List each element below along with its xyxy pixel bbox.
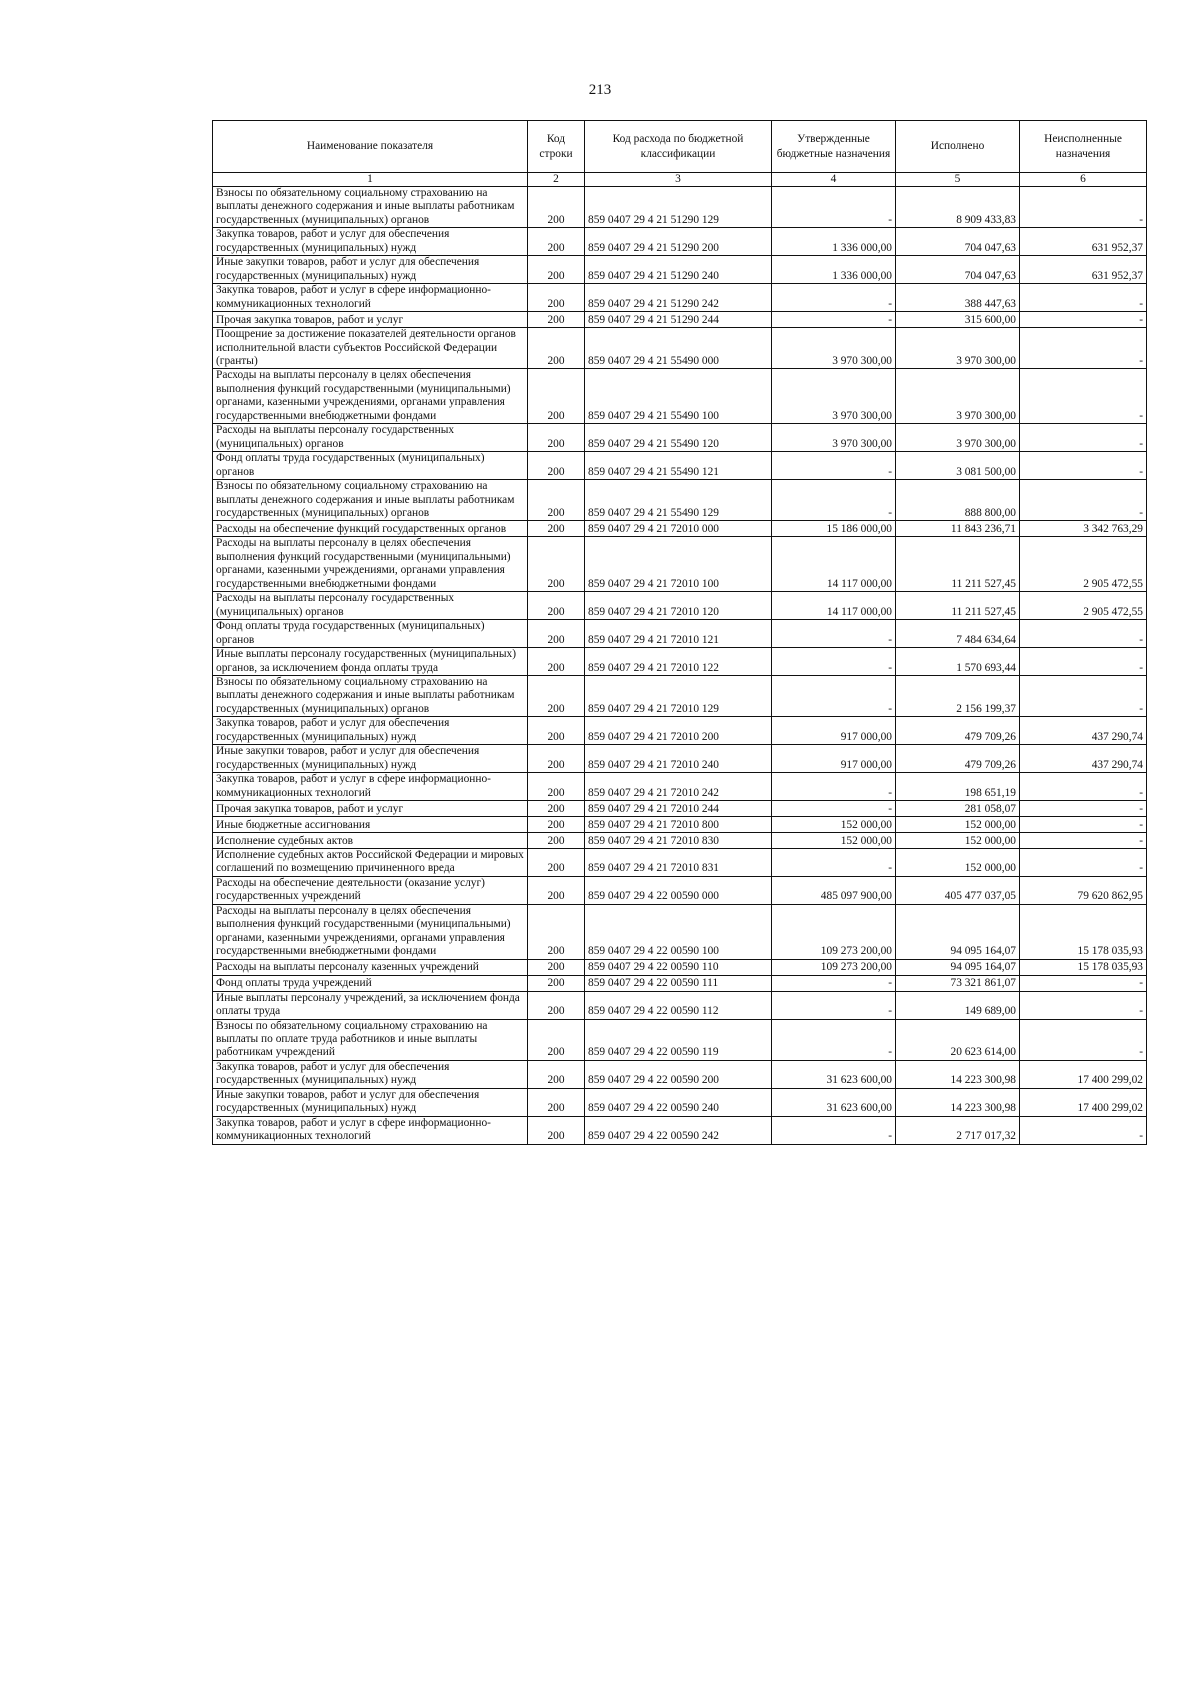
row-line-code-cell: 200 (528, 521, 585, 537)
row-executed-cell: 11 843 236,71 (896, 521, 1020, 537)
row-unexecuted-cell: 2 905 472,55 (1020, 592, 1147, 620)
row-unexecuted-cell: - (1020, 480, 1147, 521)
table-row (213, 452, 1147, 480)
row-name-cell: Расходы на выплаты персоналу казенных учреждений (213, 959, 528, 975)
column-number: 6 (1020, 173, 1147, 187)
row-budget-code-cell: 859 0407 29 4 21 72010 242 (585, 773, 772, 801)
row-executed-cell: 7 484 634,64 (896, 620, 1020, 648)
table-row (213, 773, 1147, 801)
row-approved-cell: - (772, 1019, 896, 1060)
table-row (213, 991, 1147, 1019)
row-budget-code-cell: 859 0407 29 4 21 72010 244 (585, 801, 772, 817)
row-unexecuted-cell: - (1020, 284, 1147, 312)
row-budget-code-cell: 859 0407 29 4 22 00590 242 (585, 1116, 772, 1144)
row-name-cell: Взносы по обязательному социальному страхованию на выплаты денежного содержания и иные выплаты работникам государственных (муниципальных) органов (213, 480, 528, 521)
row-executed-cell: 14 223 300,98 (896, 1060, 1020, 1088)
row-executed-cell: 20 623 614,00 (896, 1019, 1020, 1060)
row-executed-cell: 704 047,63 (896, 228, 1020, 256)
row-executed-cell: 3 970 300,00 (896, 369, 1020, 424)
row-approved-cell: 152 000,00 (772, 817, 896, 833)
row-approved-cell: 3 970 300,00 (772, 424, 896, 452)
row-approved-cell: - (772, 620, 896, 648)
row-name-cell: Закупка товаров, работ и услуг для обеспечения государственных (муниципальных) нужд (213, 228, 528, 256)
row-name-cell: Закупка товаров, работ и услуг для обеспечения государственных (муниципальных) нужд (213, 717, 528, 745)
row-line-code-cell: 200 (528, 480, 585, 521)
row-unexecuted-cell: - (1020, 849, 1147, 877)
table-row (213, 284, 1147, 312)
row-approved-cell: 485 097 900,00 (772, 876, 896, 904)
row-line-code-cell: 200 (528, 452, 585, 480)
table-row (213, 187, 1147, 228)
row-approved-cell: - (772, 312, 896, 328)
row-unexecuted-cell: 17 400 299,02 (1020, 1088, 1147, 1116)
row-unexecuted-cell: 437 290,74 (1020, 717, 1147, 745)
row-approved-cell: 1 336 000,00 (772, 256, 896, 284)
row-executed-cell: 149 689,00 (896, 991, 1020, 1019)
row-approved-cell: 1 336 000,00 (772, 228, 896, 256)
row-approved-cell: - (772, 801, 896, 817)
row-budget-code-cell: 859 0407 29 4 21 55490 129 (585, 480, 772, 521)
row-budget-code-cell: 859 0407 29 4 21 51290 242 (585, 284, 772, 312)
row-line-code-cell: 200 (528, 849, 585, 877)
table-row (213, 959, 1147, 975)
table-row (213, 480, 1147, 521)
row-approved-cell: 31 623 600,00 (772, 1088, 896, 1116)
row-budget-code-cell: 859 0407 29 4 21 72010 240 (585, 745, 772, 773)
column-header-approved: Утвержденные бюджетные назначения (772, 121, 896, 173)
row-name-cell: Закупка товаров, работ и услуг для обеспечения государственных (муниципальных) нужд (213, 1060, 528, 1088)
row-budget-code-cell: 859 0407 29 4 21 51290 200 (585, 228, 772, 256)
row-unexecuted-cell: - (1020, 817, 1147, 833)
table-row (213, 369, 1147, 424)
row-name-cell: Закупка товаров, работ и услуг в сфере информационно-коммуникационных технологий (213, 284, 528, 312)
row-line-code-cell: 200 (528, 876, 585, 904)
row-approved-cell: 31 623 600,00 (772, 1060, 896, 1088)
row-approved-cell: 3 970 300,00 (772, 328, 896, 369)
column-header-unexecuted: Неисполненные назначения (1020, 121, 1147, 173)
row-executed-cell: 405 477 037,05 (896, 876, 1020, 904)
row-approved-cell: - (772, 648, 896, 676)
row-budget-code-cell: 859 0407 29 4 22 00590 200 (585, 1060, 772, 1088)
row-line-code-cell: 200 (528, 369, 585, 424)
row-budget-code-cell: 859 0407 29 4 21 51290 244 (585, 312, 772, 328)
row-executed-cell: 198 651,19 (896, 773, 1020, 801)
row-line-code-cell: 200 (528, 228, 585, 256)
row-line-code-cell: 200 (528, 975, 585, 991)
row-budget-code-cell: 859 0407 29 4 22 00590 000 (585, 876, 772, 904)
column-number: 2 (528, 173, 585, 187)
row-line-code-cell: 200 (528, 833, 585, 849)
row-executed-cell: 8 909 433,83 (896, 187, 1020, 228)
row-budget-code-cell: 859 0407 29 4 22 00590 119 (585, 1019, 772, 1060)
row-line-code-cell: 200 (528, 773, 585, 801)
row-approved-cell: 15 186 000,00 (772, 521, 896, 537)
row-executed-cell: 479 709,26 (896, 717, 1020, 745)
row-unexecuted-cell: - (1020, 369, 1147, 424)
row-unexecuted-cell: - (1020, 452, 1147, 480)
row-approved-cell: - (772, 849, 896, 877)
row-approved-cell: - (772, 1116, 896, 1144)
table-row (213, 648, 1147, 676)
row-name-cell: Взносы по обязательному социальному страхованию на выплаты денежного содержания и иные выплаты работникам государственных (муниципальных) органов (213, 675, 528, 716)
row-name-cell: Прочая закупка товаров, работ и услуг (213, 801, 528, 817)
table-row (213, 424, 1147, 452)
row-line-code-cell: 200 (528, 424, 585, 452)
table-row (213, 1116, 1147, 1144)
row-name-cell: Поощрение за достижение показателей деятельности органов исполнительной власти субъектов Российской Федерации (гранты) (213, 328, 528, 369)
row-unexecuted-cell: 437 290,74 (1020, 745, 1147, 773)
table-row (213, 717, 1147, 745)
row-name-cell: Иные выплаты персоналу государственных (муниципальных) органов, за исключением фонда оплаты труда (213, 648, 528, 676)
row-unexecuted-cell: 79 620 862,95 (1020, 876, 1147, 904)
row-unexecuted-cell: 17 400 299,02 (1020, 1060, 1147, 1088)
row-line-code-cell: 200 (528, 620, 585, 648)
row-budget-code-cell: 859 0407 29 4 21 72010 120 (585, 592, 772, 620)
table-row (213, 745, 1147, 773)
row-line-code-cell: 200 (528, 187, 585, 228)
table-row (213, 537, 1147, 592)
table-row (213, 312, 1147, 328)
row-approved-cell: 14 117 000,00 (772, 592, 896, 620)
row-executed-cell: 3 970 300,00 (896, 424, 1020, 452)
row-unexecuted-cell: - (1020, 1019, 1147, 1060)
table-row (213, 1019, 1147, 1060)
column-number: 4 (772, 173, 896, 187)
table-body (213, 187, 1147, 1145)
row-line-code-cell: 200 (528, 991, 585, 1019)
row-unexecuted-cell: - (1020, 648, 1147, 676)
row-executed-cell: 2 156 199,37 (896, 675, 1020, 716)
row-budget-code-cell: 859 0407 29 4 22 00590 111 (585, 975, 772, 991)
row-executed-cell: 152 000,00 (896, 817, 1020, 833)
row-name-cell: Иные бюджетные ассигнования (213, 817, 528, 833)
row-unexecuted-cell: - (1020, 328, 1147, 369)
row-budget-code-cell: 859 0407 29 4 22 00590 112 (585, 991, 772, 1019)
row-line-code-cell: 200 (528, 717, 585, 745)
row-budget-code-cell: 859 0407 29 4 21 72010 129 (585, 675, 772, 716)
row-unexecuted-cell: 15 178 035,93 (1020, 904, 1147, 959)
row-budget-code-cell: 859 0407 29 4 21 55490 000 (585, 328, 772, 369)
row-executed-cell: 315 600,00 (896, 312, 1020, 328)
row-approved-cell: 14 117 000,00 (772, 537, 896, 592)
column-number: 5 (896, 173, 1020, 187)
row-unexecuted-cell: 2 905 472,55 (1020, 537, 1147, 592)
row-executed-cell: 704 047,63 (896, 256, 1020, 284)
row-approved-cell: - (772, 975, 896, 991)
row-line-code-cell: 200 (528, 312, 585, 328)
row-line-code-cell: 200 (528, 328, 585, 369)
budget-execution-table (212, 120, 1147, 1145)
row-budget-code-cell: 859 0407 29 4 21 55490 100 (585, 369, 772, 424)
row-approved-cell: - (772, 675, 896, 716)
row-executed-cell: 281 058,07 (896, 801, 1020, 817)
row-budget-code-cell: 859 0407 29 4 21 72010 000 (585, 521, 772, 537)
row-budget-code-cell: 859 0407 29 4 22 00590 110 (585, 959, 772, 975)
row-budget-code-cell: 859 0407 29 4 21 55490 120 (585, 424, 772, 452)
row-budget-code-cell: 859 0407 29 4 21 72010 100 (585, 537, 772, 592)
row-approved-cell: - (772, 284, 896, 312)
row-line-code-cell: 200 (528, 592, 585, 620)
row-approved-cell: 109 273 200,00 (772, 959, 896, 975)
row-name-cell: Расходы на выплаты персоналу в целях обеспечения выполнения функций государственными (муниципальными) органами, казенными учреждениями, органами управления государственными внебюджетными фондами (213, 904, 528, 959)
row-approved-cell: 3 970 300,00 (772, 369, 896, 424)
row-executed-cell: 73 321 861,07 (896, 975, 1020, 991)
column-header-executed: Исполнено (896, 121, 1020, 173)
row-approved-cell: - (772, 452, 896, 480)
table-row (213, 833, 1147, 849)
row-executed-cell: 1 570 693,44 (896, 648, 1020, 676)
row-unexecuted-cell: - (1020, 424, 1147, 452)
row-name-cell: Фонд оплаты труда учреждений (213, 975, 528, 991)
row-name-cell: Расходы на выплаты персоналу государственных (муниципальных) органов (213, 424, 528, 452)
column-number: 3 (585, 173, 772, 187)
row-line-code-cell: 200 (528, 537, 585, 592)
row-unexecuted-cell: - (1020, 1116, 1147, 1144)
row-line-code-cell: 200 (528, 1060, 585, 1088)
row-executed-cell: 14 223 300,98 (896, 1088, 1020, 1116)
table-row (213, 1088, 1147, 1116)
row-unexecuted-cell: - (1020, 187, 1147, 228)
table-row (213, 620, 1147, 648)
page-number: 213 (588, 82, 612, 98)
row-unexecuted-cell: - (1020, 975, 1147, 991)
row-line-code-cell: 200 (528, 1088, 585, 1116)
row-line-code-cell: 200 (528, 1019, 585, 1060)
row-name-cell: Фонд оплаты труда государственных (муниципальных) органов (213, 452, 528, 480)
row-approved-cell: 109 273 200,00 (772, 904, 896, 959)
row-executed-cell: 94 095 164,07 (896, 904, 1020, 959)
row-budget-code-cell: 859 0407 29 4 21 51290 240 (585, 256, 772, 284)
row-name-cell: Исполнение судебных актов (213, 833, 528, 849)
row-line-code-cell: 200 (528, 801, 585, 817)
row-unexecuted-cell: 631 952,37 (1020, 256, 1147, 284)
row-unexecuted-cell: - (1020, 833, 1147, 849)
row-executed-cell: 3 081 500,00 (896, 452, 1020, 480)
table-row (213, 849, 1147, 877)
table-row (213, 228, 1147, 256)
table-row (213, 521, 1147, 537)
row-name-cell: Прочая закупка товаров, работ и услуг (213, 312, 528, 328)
row-budget-code-cell: 859 0407 29 4 21 72010 831 (585, 849, 772, 877)
row-budget-code-cell: 859 0407 29 4 21 72010 122 (585, 648, 772, 676)
row-unexecuted-cell: - (1020, 773, 1147, 801)
row-executed-cell: 11 211 527,45 (896, 592, 1020, 620)
row-unexecuted-cell: - (1020, 675, 1147, 716)
table-row (213, 675, 1147, 716)
row-name-cell: Расходы на выплаты персоналу в целях обеспечения выполнения функций государственными (муниципальными) органами, казенными учреждениями, органами управления государственными внебюджетными фондами (213, 369, 528, 424)
row-budget-code-cell: 859 0407 29 4 21 72010 830 (585, 833, 772, 849)
row-approved-cell: 152 000,00 (772, 833, 896, 849)
row-executed-cell: 888 800,00 (896, 480, 1020, 521)
row-name-cell: Закупка товаров, работ и услуг в сфере информационно-коммуникационных технологий (213, 773, 528, 801)
row-executed-cell: 152 000,00 (896, 849, 1020, 877)
row-name-cell: Иные закупки товаров, работ и услуг для обеспечения государственных (муниципальных) нужд (213, 1088, 528, 1116)
row-executed-cell: 3 970 300,00 (896, 328, 1020, 369)
row-approved-cell: 917 000,00 (772, 745, 896, 773)
row-name-cell: Иные закупки товаров, работ и услуг для обеспечения государственных (муниципальных) нужд (213, 256, 528, 284)
row-approved-cell: - (772, 480, 896, 521)
table-row (213, 876, 1147, 904)
row-name-cell: Иные выплаты персоналу учреждений, за исключением фонда оплаты труда (213, 991, 528, 1019)
row-budget-code-cell: 859 0407 29 4 21 72010 800 (585, 817, 772, 833)
row-unexecuted-cell: - (1020, 312, 1147, 328)
column-header-budget-code: Код расхода по бюджетной классификации (585, 121, 772, 173)
row-unexecuted-cell: - (1020, 991, 1147, 1019)
row-executed-cell: 388 447,63 (896, 284, 1020, 312)
table-row (213, 592, 1147, 620)
row-line-code-cell: 200 (528, 256, 585, 284)
row-line-code-cell: 200 (528, 675, 585, 716)
row-executed-cell: 2 717 017,32 (896, 1116, 1020, 1144)
row-executed-cell: 11 211 527,45 (896, 537, 1020, 592)
table-row (213, 975, 1147, 991)
row-name-cell: Фонд оплаты труда государственных (муниципальных) органов (213, 620, 528, 648)
row-line-code-cell: 200 (528, 959, 585, 975)
row-name-cell: Закупка товаров, работ и услуг в сфере информационно-коммуникационных технологий (213, 1116, 528, 1144)
row-line-code-cell: 200 (528, 904, 585, 959)
row-line-code-cell: 200 (528, 817, 585, 833)
row-executed-cell: 479 709,26 (896, 745, 1020, 773)
table-row (213, 328, 1147, 369)
row-name-cell: Взносы по обязательному социальному страхованию на выплаты по оплате труда работников и иные выплаты работникам учреждений (213, 1019, 528, 1060)
row-executed-cell: 152 000,00 (896, 833, 1020, 849)
row-name-cell: Исполнение судебных актов Российской Федерации и мировых соглашений по возмещению причиненного вреда (213, 849, 528, 877)
row-approved-cell: 917 000,00 (772, 717, 896, 745)
row-name-cell: Расходы на обеспечение деятельности (оказание услуг) государственных учреждений (213, 876, 528, 904)
row-budget-code-cell: 859 0407 29 4 22 00590 100 (585, 904, 772, 959)
row-approved-cell: - (772, 991, 896, 1019)
row-unexecuted-cell: - (1020, 801, 1147, 817)
row-executed-cell: 94 095 164,07 (896, 959, 1020, 975)
row-approved-cell: - (772, 187, 896, 228)
row-budget-code-cell: 859 0407 29 4 21 51290 129 (585, 187, 772, 228)
column-header-name: Наименование показателя (213, 121, 528, 173)
row-unexecuted-cell: - (1020, 620, 1147, 648)
table-row (213, 817, 1147, 833)
table-row (213, 1060, 1147, 1088)
row-line-code-cell: 200 (528, 745, 585, 773)
row-unexecuted-cell: 3 342 763,29 (1020, 521, 1147, 537)
row-budget-code-cell: 859 0407 29 4 22 00590 240 (585, 1088, 772, 1116)
row-line-code-cell: 200 (528, 648, 585, 676)
table-row (213, 904, 1147, 959)
row-line-code-cell: 200 (528, 1116, 585, 1144)
row-name-cell: Взносы по обязательному социальному страхованию на выплаты денежного содержания и иные выплаты работникам государственных (муниципальных) органов (213, 187, 528, 228)
table-row (213, 801, 1147, 817)
row-unexecuted-cell: 15 178 035,93 (1020, 959, 1147, 975)
row-budget-code-cell: 859 0407 29 4 21 72010 121 (585, 620, 772, 648)
row-budget-code-cell: 859 0407 29 4 21 55490 121 (585, 452, 772, 480)
row-budget-code-cell: 859 0407 29 4 21 72010 200 (585, 717, 772, 745)
row-name-cell: Иные закупки товаров, работ и услуг для обеспечения государственных (муниципальных) нужд (213, 745, 528, 773)
column-header-line-code: Код строки (528, 121, 585, 173)
table-header (213, 121, 1147, 187)
table-row (213, 256, 1147, 284)
row-line-code-cell: 200 (528, 284, 585, 312)
row-approved-cell: - (772, 773, 896, 801)
row-name-cell: Расходы на обеспечение функций государственных органов (213, 521, 528, 537)
row-name-cell: Расходы на выплаты персоналу государственных (муниципальных) органов (213, 592, 528, 620)
row-name-cell: Расходы на выплаты персоналу в целях обеспечения выполнения функций государственными (муниципальными) органами, казенными учреждениями, органами управления государственными внебюджетными фондами (213, 537, 528, 592)
column-number: 1 (213, 173, 528, 187)
row-unexecuted-cell: 631 952,37 (1020, 228, 1147, 256)
